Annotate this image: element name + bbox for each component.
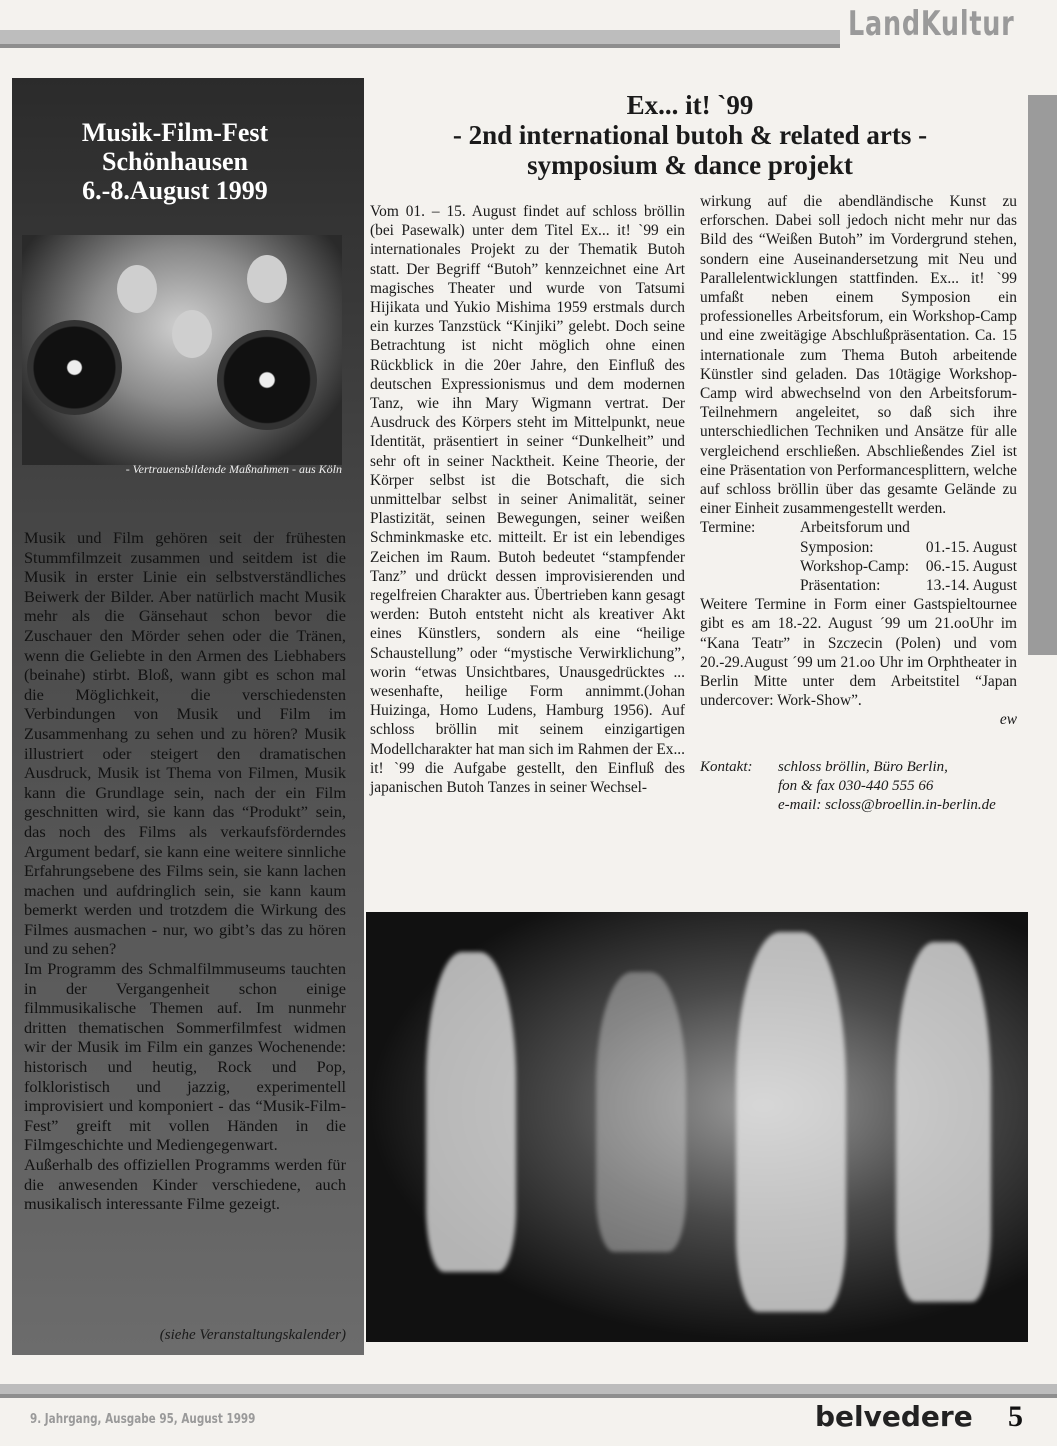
- author-signature: ew: [999, 711, 1017, 729]
- event-title-line: Musik-Film-Fest: [81, 118, 269, 147]
- schedule-row: Symposion: 01.-15. August: [800, 538, 1017, 556]
- header-rule: [0, 30, 840, 44]
- contact-line: schloss bröllin, Büro Berlin,: [778, 758, 948, 775]
- footer-rule: [0, 1384, 1057, 1394]
- contact-line: fon & fax 030-440 555 66: [778, 777, 934, 794]
- article-column-1: Vom 01. – 15. August findet auf schloss bröllin (bei Pasewalk) unter dem Titel Ex... it! `99 ein internationales Projekt zu der Thematik Butoh statt. Der Begriff “Butoh” kennzeichnet eine Art magisches Theater und wurde von Tatsumi Hijikata und Yukio Mishima 1959 erstmals durch ein kurzes Tanzstück “Kinjiki” gelebt. Doch seine Betrachtung ist nicht möglich ohne einen Rückblick in die 20er Jahre, den Einfluß des deutschen Expressionismus und dem modernen Tanz, wie ihn Mary Wigmann vertrat. Der Ausdruck des Körpers steht im Mittelpunkt, neue Identität, präsentiert in seiner “Dunkelheit” und sehr oft in seiner Nacktheit. Keine Theorie, der Körper selbst ist die Botschaft, die sich unmittelbar selbst in seiner Animalität, seiner Plastizität, seinen Bewegungen, seiner weißen Schminkmaske etc. mitteilt. Er ist ein lebendiges Zeichen im Raum. Butoh bedeutet “stampfender Tanz” und drückt dessen improvisierenden und regelfreien Charakter aus. Übertrieben kann gesagt werden: Butoh entsteht nicht als kreativer Akt eines Künstlers, sondern als eine “heilige Schaustellung” oder “mystische Verwirklichung”, worin “etwas Unsichtbares, Unausgedrücktes ... wesenhafte, heilige Form annimmt.(Johan Huizinga, Homo Ludens, Hamburg 1956). Auf schloss bröllin mit seinem einzigartigen Modellcharakter hat man sich im Rahmen der Ex... it! `99 die Aufgabe gestellt, den Einfluß des japanischen Butoh Tanzes in seiner Wechsel-: [370, 203, 685, 797]
- contact-block: [700, 758, 1017, 815]
- magazine-logo: belvedere: [815, 1400, 973, 1433]
- contact-line: e-mail: scloss@broellin.in-berlin.de: [778, 796, 996, 813]
- photo-caption: - Vertrauensbildende Maßnahmen - aus Köln: [125, 462, 342, 476]
- event-title-line: Schönhausen: [102, 147, 248, 176]
- left-body-text: [24, 528, 346, 1214]
- article-column-2: [700, 192, 1017, 815]
- butoh-dance-photo: [366, 912, 1028, 1342]
- article-title-line: symposium & dance projekt: [527, 150, 853, 180]
- article-column-2-text: wirkung auf die abendländische Kunst zu erforschen. Dabei soll jedoch nicht mehr nur das Bild des “Weißen Butoh” im Vordergrund stehen, sondern eine Auseinandersetzung mit Neu und Parallelentwicklungen stattfinden. Ex... it! `99 umfaßt neben einem Symposion ein professionelles Arbeitsforum, ein Workshop-Camp und eine zweitägige Abschlußpräsentation. Ca. 15 internationale zum Thema Butoh arbeitende Künstler sind geladen. Das 10tägige Workshop-Camp wird abwechselnd von den Arbeitsforum-Teilnehmern angeleitet, so daß sich ihre unterschiedlichen Techniken und Ansätze für alle vergleichend erschließen. Abschließendes Ziel ist eine Präsentation von Performancesplittern, welche auf schloss bröllin über das gesamte Gelände zu einer Einheit zusammengestellt werden.: [700, 193, 1017, 518]
- schedule-label: Termine:: [700, 519, 756, 537]
- paragraph: Außerhalb des offiziellen Programms werden für die anwesenden Kinder verschiedene, auch musikalisch interessante Filme gezeigt.: [24, 1155, 346, 1214]
- band-photo: [22, 235, 342, 465]
- tour-dates: Weitere Termine in Form einer Gastspieltournee gibt es am 18.-22. August ´99 um 21.ooUhr im “Kana Teatr” in Szczecin (Polen) und vom 20.-29.August ´99 um 21.oo Uhr im Orphtheater in Berlin Mitte unter dem Arbeitstitel “Japan undercover: Work-Show”.: [700, 596, 1017, 710]
- issue-info: 9. Jahrgang, Ausgabe 95, August 1999: [30, 1412, 256, 1427]
- see-also-note: (siehe Veranstaltungskalender): [159, 1327, 346, 1343]
- header-rule-shadow: [0, 44, 840, 48]
- paragraph: Im Programm des Schmalfilmmuseums tauchten in der Vergangenheit schon einige filmmusikalische Themen auf. Im nunmehr dritten thematischen Sommerfilmfest widmen wir der Musik im Film ein ganzes Wochenende: historisch und heutig, Rock und Pop, folkloristisch und jazzig, experimentell improvisiert und komponiert - das “Musik-Film-Fest” greift mit vollen Händen in die Filmgeschichte und Mediengegenwart.: [24, 959, 346, 1155]
- schedule: [700, 518, 1017, 595]
- page-number: 5: [1008, 1400, 1023, 1433]
- paragraph: Musik und Film gehören seit der frühesten Stummfilmzeit zusammen und seitdem ist die Musik in erster Linie ein selbstverständliches Beiwerk der Bilder. Aber natürlich macht Musik mehr als die Gänsehaut schon bevor die Zuschauer den Mörder sehen oder die Tränen, wenn die Geliebte in den Armen des Liebhabers (beinahe) stirbt. Bloß, wann gibt es schon mal die Möglichkeit, die verschiedensten Verbindungen von Musik und Film im Zusammenhang zu sehen und zu hören? Musik illustriert oder steigert den dramatischen Ausdruck, Musik ist Thema von Filmen, Musik kann die Grundlage sein, nach der ein Film geschnitten wird, sie kann das “Produkt” sein, das noch des Films als verkaufsförderndes Argument bedarf, sie kann eine weitere sinnliche Erfahrungsebene des Films sein, sie kann lachen machen und aufdringlich sein, sie kann kaum bemerkt werden und trotzdem die Wirkung des Filmes ausmachen - nur, wo gibt’s das zu hören und zu sehen?: [24, 528, 346, 959]
- schedule-row: Präsentation: 13.-14. August: [800, 577, 1017, 595]
- section-label: LandKultur: [848, 4, 1015, 44]
- schedule-intro: Arbeitsforum und: [800, 519, 910, 537]
- article-title-line: Ex... it! `99: [626, 90, 754, 120]
- contact-label: Kontakt:: [700, 758, 753, 775]
- article-title-line: - 2nd international butoh & related arts -: [452, 120, 928, 150]
- event-title: [0, 118, 350, 205]
- article-title: [390, 90, 990, 180]
- event-title-line: 6.-8.August 1999: [82, 176, 268, 205]
- schedule-row: Workshop-Camp: 06.-15. August: [800, 557, 1017, 575]
- footer-rule-shadow: [0, 1394, 1057, 1398]
- adjacent-page-strip: [1028, 95, 1057, 655]
